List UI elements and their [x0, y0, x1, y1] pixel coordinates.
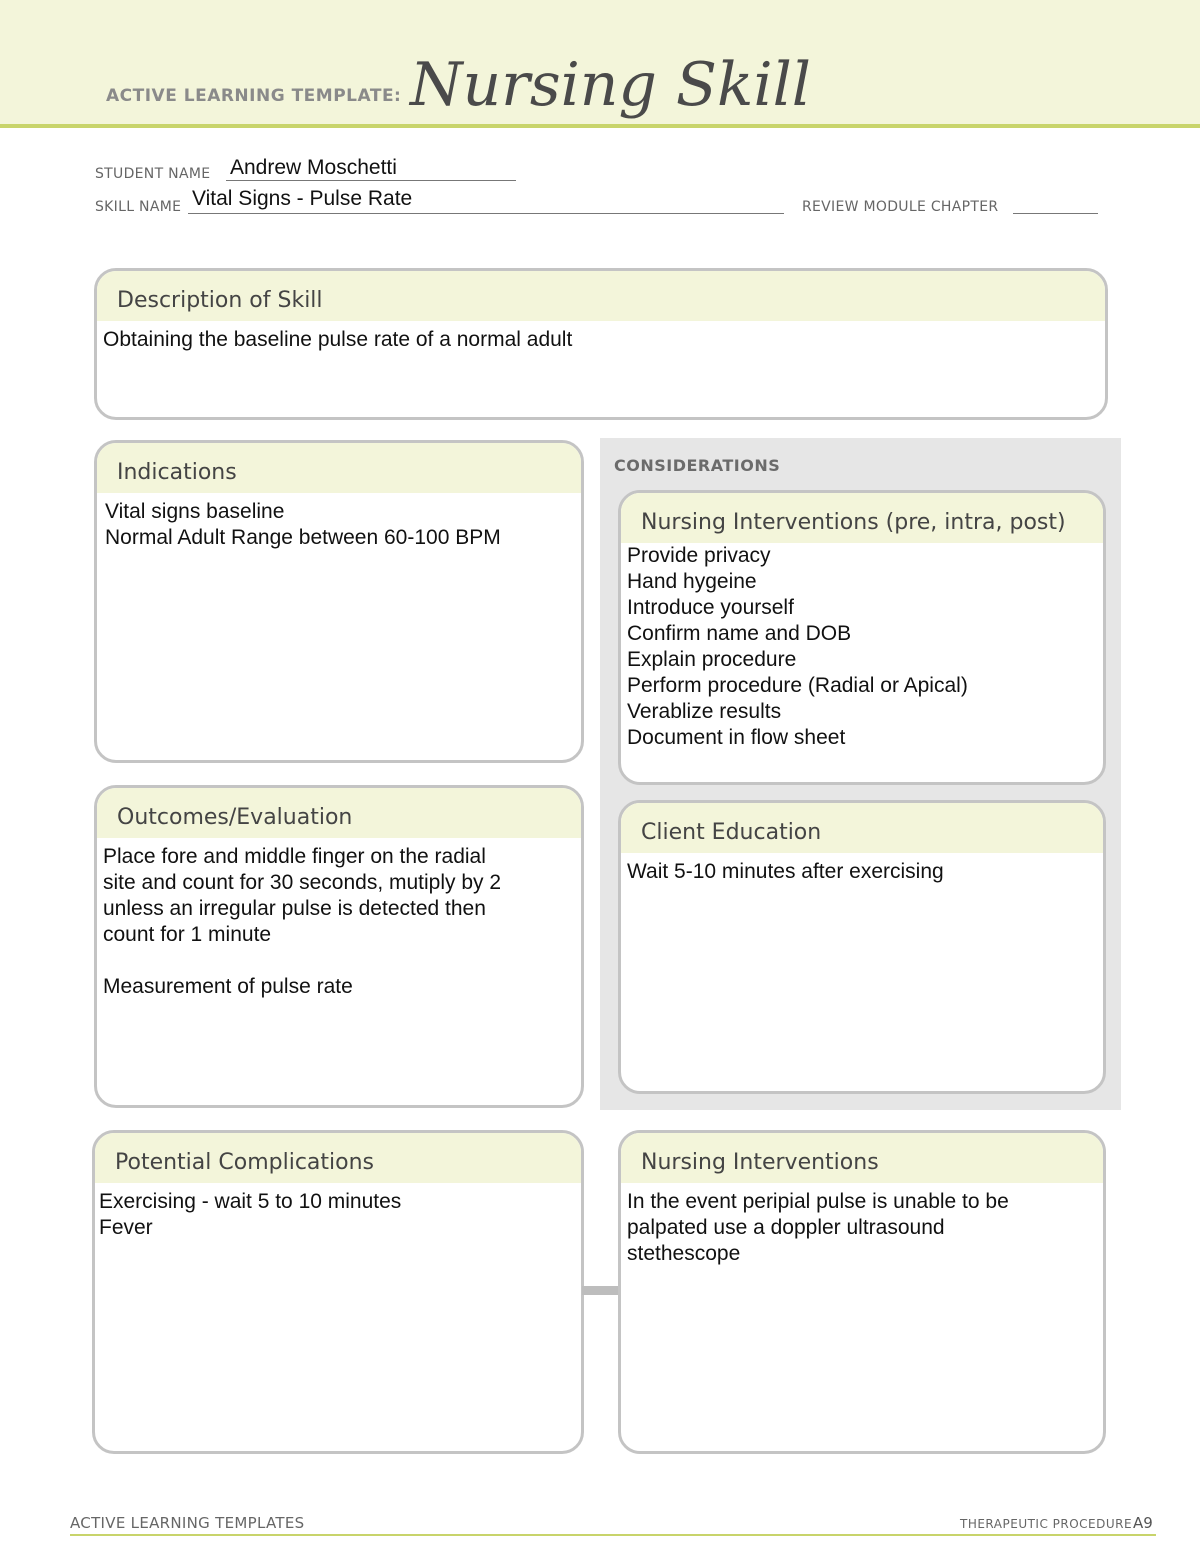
template-label: ACTIVE LEARNING TEMPLATE:: [106, 86, 402, 106]
indications-box: [94, 440, 584, 763]
client-education-body[interactable]: [621, 853, 1103, 885]
outcomes-box: [94, 785, 584, 1108]
intervention-line: Provide privacy: [627, 544, 771, 567]
considerations-label: CONSIDERATIONS: [614, 456, 781, 475]
outcomes-line: Place fore and middle finger on the radial: [103, 845, 486, 868]
intervention-line: Verablize results: [627, 700, 782, 723]
review-module-label: REVIEW MODULE CHAPTER: [802, 199, 999, 215]
intervention-line: Document in flow sheet: [627, 726, 846, 749]
outcomes-line: unless an irregular pulse is detected then: [103, 897, 486, 920]
nursing-interventions-body[interactable]: [621, 1183, 1103, 1267]
description-body[interactable]: [97, 321, 1105, 353]
intervention-line: Confirm name and DOB: [627, 622, 852, 645]
student-name-label: STUDENT NAME: [95, 166, 211, 182]
description-title: Description of Skill: [97, 271, 1105, 321]
description-line: Obtaining the baseline pulse rate of a normal adult: [103, 328, 573, 351]
skill-name-field[interactable]: Vital Signs - Pulse Rate: [192, 187, 413, 210]
outcomes-line: Measurement of pulse rate: [103, 975, 353, 998]
indications-line: Vital signs baseline: [105, 500, 285, 523]
client-education-box: [618, 800, 1106, 1094]
footer-right: THERAPEUTIC PROCEDURE: [960, 1517, 1133, 1531]
page-number: A9: [1133, 1514, 1153, 1532]
nursing-interventions-prep-body[interactable]: [621, 543, 1103, 751]
complications-line: Exercising - wait 5 to 10 minutes: [99, 1190, 402, 1213]
nursing-interventions-line: stethescope: [627, 1242, 741, 1265]
footer-rule: [70, 1534, 1156, 1536]
intervention-line: Hand hygeine: [627, 570, 757, 593]
student-name-field[interactable]: Andrew Moschetti: [230, 156, 397, 179]
intervention-line: Introduce yourself: [627, 596, 794, 619]
description-box: [94, 268, 1108, 420]
indications-title: Indications: [97, 443, 581, 493]
indications-body[interactable]: [97, 493, 581, 551]
client-education-title: Client Education: [621, 803, 1103, 853]
complications-box: [92, 1130, 584, 1454]
footer-left: ACTIVE LEARNING TEMPLATES: [70, 1514, 305, 1532]
complications-body[interactable]: [95, 1183, 581, 1241]
nursing-interventions-box: [618, 1130, 1106, 1454]
indications-line: Normal Adult Range between 60-100 BPM: [105, 526, 501, 549]
intervention-line: Explain procedure: [627, 648, 797, 671]
outcomes-line: count for 1 minute: [103, 923, 272, 946]
intervention-line: Perform procedure (Radial or Apical): [627, 674, 968, 697]
review-module-field[interactable]: [1013, 193, 1098, 214]
nursing-interventions-line: In the event peripial pulse is unable to be: [627, 1190, 1009, 1213]
outcomes-line: site and count for 30 seconds, mutiply by 2: [103, 871, 502, 894]
page-title: Nursing Skill: [410, 50, 811, 120]
outcomes-title: Outcomes/Evaluation: [97, 788, 581, 838]
skill-name-label: SKILL NAME: [95, 199, 182, 215]
outcomes-line: [103, 948, 581, 974]
nursing-interventions-line: palpated use a doppler ultrasound: [627, 1216, 945, 1239]
nursing-interventions-title: Nursing Interventions: [621, 1133, 1103, 1183]
client-education-line: Wait 5-10 minutes after exercising: [627, 860, 944, 883]
outcomes-body[interactable]: [97, 838, 581, 1000]
complications-line: Fever: [99, 1216, 153, 1239]
nursing-interventions-prep-title: Nursing Interventions (pre, intra, post): [621, 493, 1103, 543]
connector-bar: [582, 1286, 620, 1295]
complications-title: Potential Complications: [95, 1133, 581, 1183]
nursing-interventions-prep-box: [618, 490, 1106, 785]
